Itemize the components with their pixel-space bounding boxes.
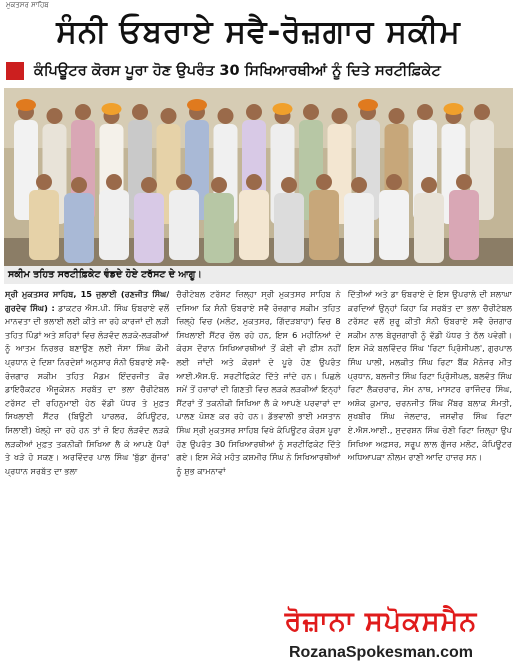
person-head	[389, 108, 405, 124]
person-head	[71, 177, 87, 193]
person-head	[417, 104, 433, 120]
person-body	[169, 190, 199, 260]
person-head	[303, 104, 319, 120]
turban	[187, 99, 207, 111]
person-head	[161, 108, 177, 124]
dateline: ਸ੍ਰੀ ਮੁਕਤਸਰ ਸਾਹਿਬ, 15 ਜੁਲਾਈ (ਰਣਜੀਤ ਸਿੰਘ/ਗੁਰਦੇਵ ਸਿੰਘ) :	[5, 289, 170, 313]
person-body	[344, 193, 374, 263]
group-photo-image	[4, 88, 513, 266]
article-column-3: ਦਿੱਤੀਆਂ ਅਤੇ ਡਾ ਓਬਰਾਏ ਦੇ ਇਸ ਉਪਰਾਲੇ ਦੀ ਸ਼ਲਾਘਾ ਕਰਦਿਆਂ ਉਨ੍ਹਾਂ ਕਿਹਾ ਕਿ ਸਰਬੱਤ ਦਾ ਭਲਾ ਚੈਰੀਟੇਬਲ ਟਰੱਸਟ ਵਲੋਂ ਸ਼ੁਰੂ ਕੀਤੀ ਸੰਨੀ ਓਬਰਾਏ ਸਵੈ ਰੋਜ਼ਗਾਰ ਸਕੀਮ ਨਾਲ ਬੇਰੁਜ਼ਗਾਰੀ ਨੂੰ ਵੱਡੀ ਪੱਧਰ ਤੇ ਠੱਲ ਪਵੇਗੀ। ਇਸ ਮੌਕੇ ਬਲਵਿੰਦਰ ਸਿੰਘ 'ਰਿਟਾ ਪ੍ਰਿੰਸੀਪਲ', ਗੁਰਪਾਲ ਸਿੰਘ ਪਾਲੀ, ਮਲਕੀਤ ਸਿੰਘ ਰਿਟਾ ਬੈਂਕ ਮੈਨੇਜਰ ਮੀਤ ਪ੍ਰਧਾਨ, ਬਲਜੀਤ ਸਿੰਘ ਰਿਟਾ ਪ੍ਰਿੰਸੀਪਲ, ਬਲਵੰਤ ਸਿੰਘ ਰਿਟਾ ਲੈਕਚਰਾਰ, ਸੋਮ ਨਾਥ, ਮਾਸਟਰ ਰਾਜਿੰਦਰ ਸਿੰਘ, ਅਸ਼ੋਕ ਕੁਮਾਰ, ਚਰਨਜੀਤ ਸਿੰਘ ਮੈਂਬਰ ਬਲਾਕ ਸੰਮਤੀ, ਸੁਖਬੀਰ ਸਿੰਘ ਜੇਲਦਾਰ, ਜਸਵੀਰ ਸਿੰਘ ਰਿਟਾ ਏ.ਐਸ.ਆਈ., ਸੁਦਰਸ਼ਨ ਸਿੰਘ ਚੋਣੀ ਰਿਟਾ ਜ਼ਿਲ੍ਹਾ ਉਪ ਸਿਖਿਆ ਅਫ਼ਸਰ, ਸਰੂਪ ਲਾਲ ਗੁੱਜਰ ਮਲੋਟ, ਕੰਪਿਊਟਰ ਅਧਿਆਪਕਾ ਨੀਲਮ ਰਾਣੀ ਆਦਿ ਹਾਜ਼ਰ ਸਨ।	[347, 289, 512, 463]
person-head	[421, 177, 437, 193]
headline: ਸੰਨੀ ਓਬਰਾਏ ਸਵੈ-ਰੋਜ਼ਗਾਰ ਸਕੀਮ	[56, 14, 461, 50]
person-body	[99, 190, 129, 260]
person-head	[218, 108, 234, 124]
person-head	[132, 104, 148, 120]
person-body	[309, 190, 339, 260]
person-body	[134, 193, 164, 263]
person-body	[204, 193, 234, 263]
turban	[444, 103, 464, 115]
person-head	[141, 177, 157, 193]
person-body	[239, 190, 269, 260]
website-url: RozanaSpokesman.com	[288, 644, 474, 661]
person-head	[332, 108, 348, 124]
red-bullet-icon	[6, 62, 24, 80]
person-body	[449, 190, 479, 260]
person-head	[75, 104, 91, 120]
person-head	[474, 104, 490, 120]
person-head	[316, 174, 332, 190]
person-head	[176, 174, 192, 190]
person-body	[379, 190, 409, 260]
subheadline-row	[0, 58, 517, 84]
person-head	[47, 108, 63, 124]
group-photo	[4, 88, 513, 266]
turban	[358, 99, 378, 111]
person-head	[106, 174, 122, 190]
subheadline: ਕੰਪਿਊਟਰ ਕੋਰਸ ਪੂਰਾ ਹੋਣ ਉਪਰੰਤ 30 ਸਿਖਿਆਰਥੀਆਂ ਨੂੰ ਦਿਤੇ ਸਰਟੀਫ਼ਿਕੇਟ	[34, 63, 441, 79]
article-column-1	[5, 288, 169, 608]
turban	[273, 103, 293, 115]
person-body	[29, 190, 59, 260]
top-strip: ਮੁਕਤਸਰ ਸਾਹਿਬ	[6, 1, 49, 9]
person-head	[456, 174, 472, 190]
person-head	[211, 177, 227, 193]
person-body	[414, 193, 444, 263]
newspaper-logo: ਰੋਜ਼ਾਨਾ ਸਪੋਕਸਮੈਨ	[284, 606, 478, 637]
person-head	[386, 174, 402, 190]
article-body	[5, 288, 512, 608]
person-head	[246, 104, 262, 120]
article-text-1: ਡਾਕਟਰ ਐਸ.ਪੀ. ਸਿੰਘ ਓਬਰਾਏ ਵਲੋਂ ਮਾਨਵਤਾ ਦੀ ਭਲਾਈ ਲਈ ਕੀਤੇ ਜਾ ਰਹੇ ਕਾਰਜਾਂ ਦੀ ਲੜੀ ਤਹਿਤ ਪਿੰਡਾਂ ਅਤੇ ਸ਼ਹਿਰਾਂ ਵਿਚ ਲੋੜਵੰਦ ਲੜਕੇ-ਲੜਕੀਆਂ ਨੂੰ ਆਤਮ ਨਿਰਭਰ ਬਣਾਉਣ ਲਈ ਜੱਸਾ ਸਿੰਘ ਕੌਮੀ ਪ੍ਰਧਾਨ ਦੇ ਦਿਸ਼ਾ ਨਿਰਦੇਸ਼ਾਂ ਅਨੁਸਾਰ ਸੰਨੀ ਓਬਰਾਏ ਸਵੈ-ਰੋਜ਼ਗਾਰ ਸਕੀਮ ਤਹਿਤ ਮੈਡਮ ਇੰਦਰਜੀਤ ਕੌਰ ਡਾਇਰੈਕਟਰ ਐਜੂਕੇਸ਼ਨ ਸਰਬੱਤ ਦਾ ਭਲਾ ਚੈਰੀਟੇਬਲ ਟਰੱਸਟ ਦੀ ਰਹਿਨੁਮਾਈ ਹੇਠ ਵੱਡੀ ਪੱਧਰ ਤੇ ਮੁਫ਼ਤ ਸਿਖਲਾਈ ਸੈਂਟਰ (ਬਿਊਟੀ ਪਾਰਲਰ, ਕੰਪਿਊਟਰ, ਸਿਲਾਈ) ਖੋਲ੍ਹੇ ਜਾ ਰਹੇ ਹਨ ਤਾਂ ਜ਼ੋ ਇਹ ਲੋੜਵੰਦ ਲੜਕੇ ਲੜਕੀਆਂ ਮੁਫ਼ਤ ਤਕਨੀਕੀ ਸਿਖਿਆ ਲੈ ਕੇ ਆਪਣੇ ਪੈਰਾਂ ਤੇ ਖੜੇ ਹੋ ਸਕਣ। ਅਰਵਿੰਦਰ ਪਾਲ ਸਿੰਘ 'ਬੁੱਡਾ ਗੁੱਜਰ' ਪ੍ਰਧਾਨ ਸਰਬੱਤ ਦਾ ਭਲਾ	[5, 302, 170, 476]
person-head	[36, 174, 52, 190]
person-body	[64, 193, 94, 263]
person-head	[246, 174, 262, 190]
article-column-2: ਚੈਰੀਟੇਬਲ ਟਰੱਸਟ ਜ਼ਿਲ੍ਹਾ ਸ੍ਰੀ ਮੁਕਤਸਰ ਸਾਹਿਬ ਨੇ ਦਸਿਆ ਕਿ ਸੰਨੀ ਓਬਰਾਏ ਸਵੈ ਰੋਜ਼ਗਾਰ ਸਕੀਮ ਤਹਿਤ ਜ਼ਿਲ੍ਹੇ ਵਿਚ (ਮਲੋਟ, ਮੁਕਤਸਰ, ਗਿੱਦੜਬਾਹਾ) ਵਿਚ 8 ਸਿਖਲਾਈ ਸੈਂਟਰ ਚੱਲ ਰਹੇ ਹਨ, ਇਸ 6 ਮਹੀਨਿਆਂ ਦੇ ਕੋਰਸ ਦੌਰਾਨ ਸਿਖਿਆਰਥੀਆਂ ਤੋਂ ਕੋਈ ਵੀ ਫ਼ੀਸ ਨਹੀਂ ਲਈ ਜਾਂਦੀ ਅਤੇ ਕੋਰਸਾਂ ਦੇ ਪੂਰੇ ਹੋਣ ਉਪਰੰਤ ਆਈ.ਐਸ.ਓ. ਸਰਟੀਫਿਕੇਟ ਦਿੱਤੇ ਜਾਂਦੇ ਹਨ। ਪਿਛਲੇ ਸਮੇਂ ਤੋਂ ਹਜ਼ਾਰਾਂ ਦੀ ਗਿਣਤੀ ਵਿਚ ਲੜਕੇ ਲੜਕੀਆਂ ਇਨ੍ਹਾਂ ਸੈਂਟਰਾਂ ਤੋਂ ਤਕਨੀਕੀ ਸਿਖਿਆ ਲੈ ਕੇ ਆਪਣੇ ਪਰਵਾਰਾਂ ਦਾ ਪਾਲਣ ਪੋਸ਼ਣ ਕਰ ਰਹੇ ਹਨ। ਡੱਭਵਾਲੀ ਭਾਈ ਮਸਤਾਨ ਸਿੰਘ ਸ੍ਰੀ ਮੁਕਤਸਰ ਸਾਹਿਬ ਵਿਖੇ ਕੰਪਿਊਟਰ ਕੋਰਸ ਪੂਰਾ ਹੋਣ ਉਪਰੰਤ 30 ਸਿਖਿਆਰਥੀਆਂ ਨੂੰ ਸਰਟੀਫਿਕੇਟ ਦਿੱਤੇ ਗਏ। ਇਸ ਮੌਕੇ ਮਹੰਤ ਕਸ਼ਮੀਰ ਸਿੰਘ ਨੇ ਸਿਖਿਆਰਥੀਆਂ ਨੂੰ ਸ਼ੁਭ ਕਾਮਨਾਵਾਂ	[176, 289, 341, 476]
person-body	[274, 193, 304, 263]
photo-caption: ਸਕੀਮ ਤਹਿਤ ਸਰਟੀਫ਼ਿਕੇਟ ਵੰਡਦੇ ਹੋਏ ਟਰੱਸਟ ਦੇ ਆਗੂ।	[4, 266, 513, 284]
person-head	[351, 177, 367, 193]
person-head	[281, 177, 297, 193]
turban	[102, 103, 122, 115]
turban	[16, 99, 36, 111]
